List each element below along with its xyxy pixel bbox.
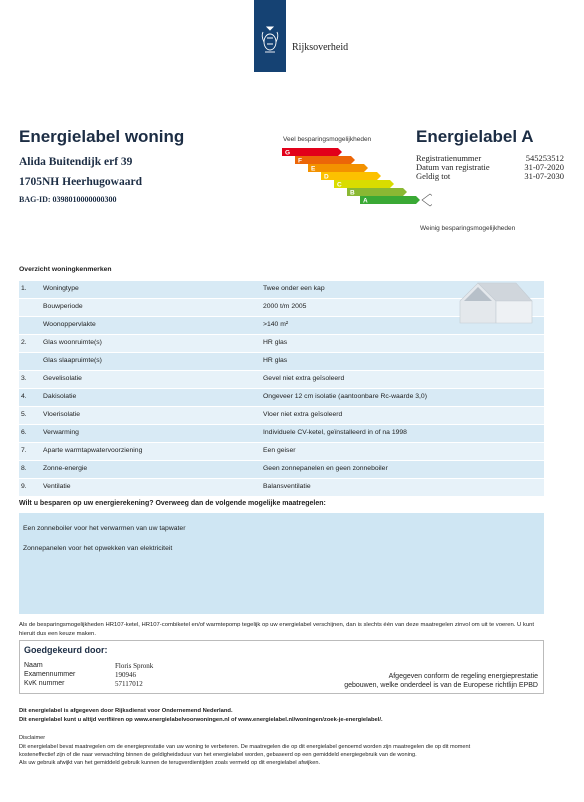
row-number: 3.	[21, 375, 27, 382]
table-row	[19, 353, 544, 370]
energy-class-d	[321, 172, 381, 181]
row-label: Woonoppervlakte	[43, 321, 96, 328]
valid-until-value: 31-07-2030	[524, 171, 564, 181]
logo-text: Rijksoverheid	[292, 42, 349, 53]
table-row	[19, 371, 544, 388]
row-number: 6.	[21, 429, 27, 436]
disclaimer-title: Disclaimer	[19, 735, 46, 741]
disclaimer-line: Als uw gebruik afwijkt van het gemiddeld gebruik kunnen de terugverdientijden zoals vermeld op dit energielabel afwijken.	[19, 760, 320, 766]
measure-item: Een zonneboiler voor het verwarmen van uw tapwater	[23, 525, 186, 532]
row-value: 2000 t/m 2005	[263, 303, 307, 310]
row-value: HR glas	[263, 357, 288, 364]
valid-until-row	[416, 171, 564, 181]
row-label: Vloerisolatie	[43, 411, 81, 418]
approved-statement-line2: gebouwen, welke onderdeel is van de Europese richtlijn EPBD	[344, 682, 538, 689]
energy-class-b	[347, 188, 407, 197]
row-number: 1.	[21, 285, 27, 292]
energy-class-e	[308, 164, 368, 173]
footer-verify: Dit energielabel kunt u altijd verifiëren op www.energielabelvoorwoningen.nl of www.energielabel.nl/woningen/zoek-je-energielabel/.	[19, 717, 383, 723]
exam-number-label: Examennummer	[24, 671, 76, 678]
energy-class-letter: E	[311, 165, 316, 173]
energy-class-letter: F	[298, 157, 302, 165]
energy-class-letter: B	[350, 189, 355, 197]
address-city: 1705NH Heerhugowaard	[19, 176, 142, 188]
row-label: Verwarming	[43, 429, 79, 436]
energy-class-f	[295, 156, 355, 165]
row-value: Balansventilatie	[263, 483, 311, 490]
energy-class-g	[282, 148, 342, 157]
scale-top-caption: Veel besparingsmogelijkheden	[283, 136, 372, 143]
energy-class-letter: D	[324, 173, 329, 181]
table-row	[19, 389, 544, 406]
energy-class-letter: G	[285, 149, 291, 157]
row-value: Vloer niet extra geïsoleerd	[263, 411, 343, 418]
row-value: Een geiser	[263, 447, 296, 454]
row-value: HR glas	[263, 339, 288, 346]
energy-class-c	[334, 180, 394, 189]
row-label: Bouwperiode	[43, 303, 83, 310]
approved-statement-line1: Afgegeven conform de regeling energieprestatie	[388, 673, 538, 680]
table-row	[19, 425, 544, 442]
page-title: Energielabel woning	[19, 127, 185, 146]
row-label: Glas woonruimte(s)	[43, 339, 102, 346]
crest-icon	[254, 0, 286, 72]
row-label: Aparte warmtapwatervoorziening	[43, 447, 143, 454]
row-label: Dakisolatie	[43, 393, 77, 400]
approved-title: Goedgekeurd door:	[24, 645, 108, 655]
energy-scale	[282, 148, 432, 224]
registration-key: Registratienummer	[416, 153, 482, 163]
registration-date-value: 31-07-2020	[524, 162, 564, 172]
measures-note: Als de besparingsmogelijkheden HR107-ketel, HR107-combiketel en/of warmtepomp tegelijk op uw energielabel verschijnen, dan is slechts één van deze maatregelen zinvol om uit te voeren. U kunt hieruit dus een keuze maken.	[19, 622, 535, 637]
row-value: Gevel niet extra geïsoleerd	[263, 375, 345, 382]
current-class-marker	[422, 194, 432, 206]
row-value: >140 m²	[263, 321, 289, 328]
scale-bottom-caption: Weinig besparingsmogelijkheden	[420, 225, 516, 232]
row-value: Individuele CV-ketel, geïnstalleerd in of na 1998	[263, 429, 407, 436]
disclaimer-line: kosteneffectief zijn of die naar verwachting binnen de geldigheidsduur van het energielabel worden, gebaseerd op een gemiddeld energiegebruik van de woning.	[19, 752, 417, 758]
valid-until-key: Geldig tot	[416, 171, 451, 181]
row-value: Twee onder een kap	[263, 285, 325, 292]
disclaimer-line: Dit energielabel bevat maatregelen om de energieprestatie van uw woning te verbeteren. De maatregelen die op dit energielabel genoemd worden zijn maatregelen die op dit moment	[19, 744, 471, 750]
table-row	[19, 335, 544, 352]
registration-date-key: Datum van registratie	[416, 162, 490, 172]
row-number: 8.	[21, 465, 27, 472]
approver-name-value: Floris Spronk	[115, 662, 154, 670]
row-label: Zonne-energie	[43, 465, 88, 472]
row-value: Geen zonnepanelen en geen zonneboiler	[263, 465, 388, 472]
footer-issued-by: Dit energielabel is afgegeven door Rijksdienst voor Ondernemend Nederland.	[19, 708, 233, 714]
exam-number-value: 190946	[115, 671, 136, 679]
row-label: Woningtype	[43, 285, 79, 292]
row-label: Gevelisolatie	[43, 375, 82, 382]
measures-title: Wilt u besparen op uw energierekening? Overweeg dan de volgende mogelijke maatregelen:	[19, 500, 326, 507]
row-label: Ventilatie	[43, 483, 71, 490]
row-number: 5.	[21, 411, 27, 418]
energy-class-a	[360, 196, 420, 205]
overview-title: Overzicht woningkenmerken	[19, 266, 112, 273]
table-row	[19, 461, 544, 478]
row-label: Glas slaapruimte(s)	[43, 357, 102, 364]
measure-item: Zonnepanelen voor het opwekken van elektriciteit	[23, 545, 173, 552]
table-row	[19, 479, 544, 496]
table-row	[19, 407, 544, 424]
kvk-number-label: KvK nummer	[24, 680, 65, 687]
approver-name-label: Naam	[24, 662, 43, 669]
row-number: 2.	[21, 339, 27, 346]
label-title: Energielabel A	[416, 127, 534, 146]
address-street: Alida Buitendijk erf 39	[19, 156, 133, 168]
row-value: Ongeveer 12 cm isolatie (aantoonbare Rc-waarde 3,0)	[263, 393, 427, 400]
bag-id: BAG-ID: 0398010000000300	[19, 195, 117, 204]
row-number: 9.	[21, 483, 27, 490]
energy-class-letter: A	[363, 197, 368, 205]
registration-value: 545253512	[525, 153, 564, 163]
table-row	[19, 443, 544, 460]
rijksoverheid-logo	[254, 0, 286, 72]
house-icon	[458, 279, 534, 325]
energy-class-letter: C	[337, 181, 342, 189]
kvk-number-value: 57117012	[115, 680, 143, 688]
row-number: 4.	[21, 393, 27, 400]
row-number: 7.	[21, 447, 27, 454]
